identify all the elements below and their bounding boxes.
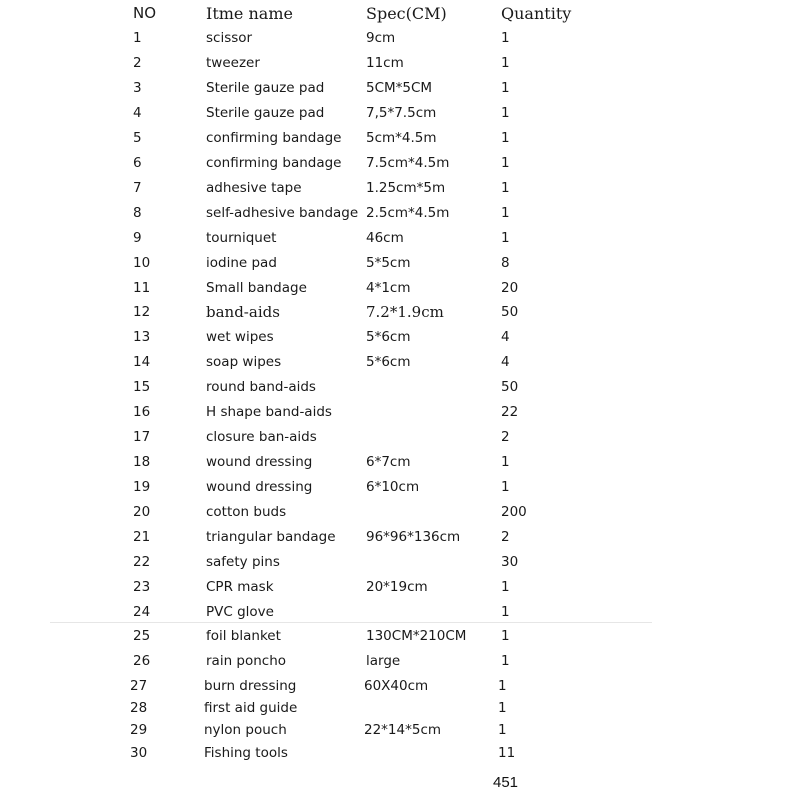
table-row <box>0 743 800 765</box>
item-quantity: 1 <box>501 104 510 121</box>
item-name: H shape band-aids <box>206 404 332 421</box>
item-name: wet wipes <box>206 329 274 346</box>
row-number: 13 <box>133 329 151 346</box>
row-number: 16 <box>133 404 151 421</box>
item-name: tourniquet <box>206 229 277 246</box>
row-number: 4 <box>133 104 142 121</box>
row-number: 19 <box>133 479 151 496</box>
table-row <box>0 153 800 175</box>
row-number: 17 <box>133 429 151 446</box>
table-row <box>0 203 800 225</box>
row-number: 26 <box>133 653 151 669</box>
item-quantity: 1 <box>501 578 510 595</box>
item-quantity: 11 <box>498 745 516 761</box>
table-row <box>0 302 800 324</box>
table-row <box>0 28 800 50</box>
table-row <box>0 278 800 300</box>
item-quantity: 2 <box>501 529 510 545</box>
item-quantity: 1 <box>501 129 510 146</box>
item-spec: 2.5cm*4.5m <box>366 204 450 221</box>
row-number: 10 <box>133 254 151 271</box>
item-quantity: 1 <box>498 678 507 694</box>
item-name: tweezer <box>206 54 260 71</box>
table-row <box>0 128 800 150</box>
table-row <box>0 427 800 449</box>
row-number: 21 <box>133 529 151 545</box>
table-row <box>0 352 800 374</box>
item-quantity: 2 <box>501 429 510 446</box>
row-number: 6 <box>133 154 142 171</box>
item-spec: 5cm*4.5m <box>366 129 437 146</box>
table-row <box>0 178 800 200</box>
item-quantity: 1 <box>501 154 510 171</box>
header-quantity: Quantity <box>501 4 572 23</box>
item-name: scissor <box>206 30 253 46</box>
item-quantity: 1 <box>501 603 510 620</box>
row-number: 25 <box>133 628 151 644</box>
row-number: 7 <box>133 179 142 196</box>
item-spec: 7.5cm*4.5m <box>366 154 450 171</box>
item-name: PVC glove <box>206 603 274 620</box>
item-spec: 1.25cm*5m <box>366 179 446 196</box>
item-name: soap wipes <box>206 354 282 371</box>
table-row <box>0 602 800 624</box>
item-name: first aid guide <box>204 700 298 716</box>
header-spec: Spec(CM) <box>366 4 447 23</box>
item-quantity: 50 <box>501 379 519 396</box>
item-name: safety pins <box>206 553 280 570</box>
table-row <box>0 452 800 474</box>
total-quantity: 451 <box>493 774 519 791</box>
item-name: confirming bandage <box>206 154 342 171</box>
header-item-name: Itme name <box>206 4 293 23</box>
row-number: 15 <box>133 379 151 396</box>
item-quantity: 4 <box>501 354 510 371</box>
item-spec: 6*7cm <box>366 454 411 471</box>
item-name: Sterile gauze pad <box>206 104 325 121</box>
item-name: nylon pouch <box>204 722 287 738</box>
item-name: wound dressing <box>206 454 313 471</box>
item-quantity: 50 <box>501 304 519 321</box>
item-quantity: 30 <box>501 553 519 570</box>
row-number: 1 <box>133 30 142 46</box>
table-row <box>0 253 800 275</box>
item-spec: 4*1cm <box>366 279 411 296</box>
item-spec: 5*6cm <box>366 354 411 371</box>
item-name: Small bandage <box>206 279 307 296</box>
item-name: rain poncho <box>206 653 287 669</box>
table-row <box>0 477 800 499</box>
item-spec: 96*96*136cm <box>366 529 461 545</box>
row-number: 30 <box>130 745 148 761</box>
item-quantity: 1 <box>501 454 510 471</box>
row-number: 8 <box>133 204 142 221</box>
table-row <box>0 698 800 720</box>
row-number: 3 <box>133 79 142 96</box>
row-number: 23 <box>133 578 151 595</box>
item-spec: 46cm <box>366 229 404 246</box>
item-spec: 130CM*210CM <box>366 628 467 644</box>
item-name: foil blanket <box>206 628 281 644</box>
row-number: 9 <box>133 229 142 246</box>
item-name: band-aids <box>206 303 280 322</box>
item-spec: 7,5*7.5cm <box>366 104 437 121</box>
item-spec: 5*5cm <box>366 254 411 271</box>
item-quantity: 1 <box>501 54 510 71</box>
row-number: 24 <box>133 603 151 620</box>
item-quantity: 1 <box>501 79 510 96</box>
item-spec: 9cm <box>366 30 396 46</box>
table-row <box>0 651 800 673</box>
item-name: Fishing tools <box>204 745 288 761</box>
item-quantity: 1 <box>501 30 510 46</box>
item-name: burn dressing <box>204 678 297 694</box>
item-spec: 60X40cm <box>364 678 429 694</box>
item-name: self-adhesive bandage <box>206 204 359 221</box>
row-number: 22 <box>133 553 151 570</box>
table-row <box>0 720 800 742</box>
row-divider <box>50 622 652 623</box>
item-spec: 6*10cm <box>366 479 420 496</box>
row-number: 2 <box>133 54 142 71</box>
item-quantity: 200 <box>501 504 527 521</box>
table-row <box>0 552 800 574</box>
item-name: confirming bandage <box>206 129 342 146</box>
header-no: NO <box>133 4 157 22</box>
item-name: adhesive tape <box>206 179 302 196</box>
item-spec: 22*14*5cm <box>364 722 442 738</box>
item-quantity: 1 <box>501 204 510 221</box>
item-quantity: 1 <box>498 722 507 738</box>
table-row <box>0 577 800 599</box>
row-number: 27 <box>130 678 148 694</box>
row-number: 18 <box>133 454 151 471</box>
item-name: wound dressing <box>206 479 313 496</box>
item-spec: 20*19cm <box>366 578 428 595</box>
row-number: 12 <box>133 304 151 321</box>
item-spec: 5CM*5CM <box>366 79 433 96</box>
item-spec: 5*6cm <box>366 329 411 346</box>
item-quantity: 8 <box>501 254 510 271</box>
row-number: 11 <box>133 279 151 296</box>
item-spec: 11cm <box>366 54 404 71</box>
table-row <box>0 53 800 75</box>
item-spec: 7.2*1.9cm <box>366 303 444 322</box>
item-name: cotton buds <box>206 504 287 521</box>
item-quantity: 1 <box>498 700 507 716</box>
row-number: 29 <box>130 722 148 738</box>
table-row <box>0 402 800 424</box>
table-row <box>0 78 800 100</box>
item-name: round band-aids <box>206 379 316 396</box>
table-row <box>0 327 800 349</box>
item-quantity: 1 <box>501 628 510 644</box>
table-row <box>0 377 800 399</box>
item-quantity: 4 <box>501 329 510 346</box>
table-row <box>0 228 800 250</box>
item-name: triangular bandage <box>206 529 336 545</box>
row-number: 14 <box>133 354 151 371</box>
item-name: closure ban-aids <box>206 429 317 446</box>
item-quantity: 1 <box>501 179 510 196</box>
item-quantity: 22 <box>501 404 519 421</box>
item-name: Sterile gauze pad <box>206 79 325 96</box>
row-number: 28 <box>130 700 148 716</box>
table-row <box>0 502 800 524</box>
item-quantity: 1 <box>501 229 510 246</box>
table-row <box>0 676 800 698</box>
table-row <box>0 527 800 549</box>
item-quantity: 20 <box>501 279 519 296</box>
item-quantity: 1 <box>501 479 510 496</box>
table-row <box>0 626 800 648</box>
item-name: CPR mask <box>206 578 274 595</box>
row-number: 20 <box>133 504 151 521</box>
table-row <box>0 103 800 125</box>
item-quantity: 1 <box>501 653 510 669</box>
item-spec: large <box>366 653 401 669</box>
row-number: 5 <box>133 129 142 146</box>
item-name: iodine pad <box>206 254 277 271</box>
